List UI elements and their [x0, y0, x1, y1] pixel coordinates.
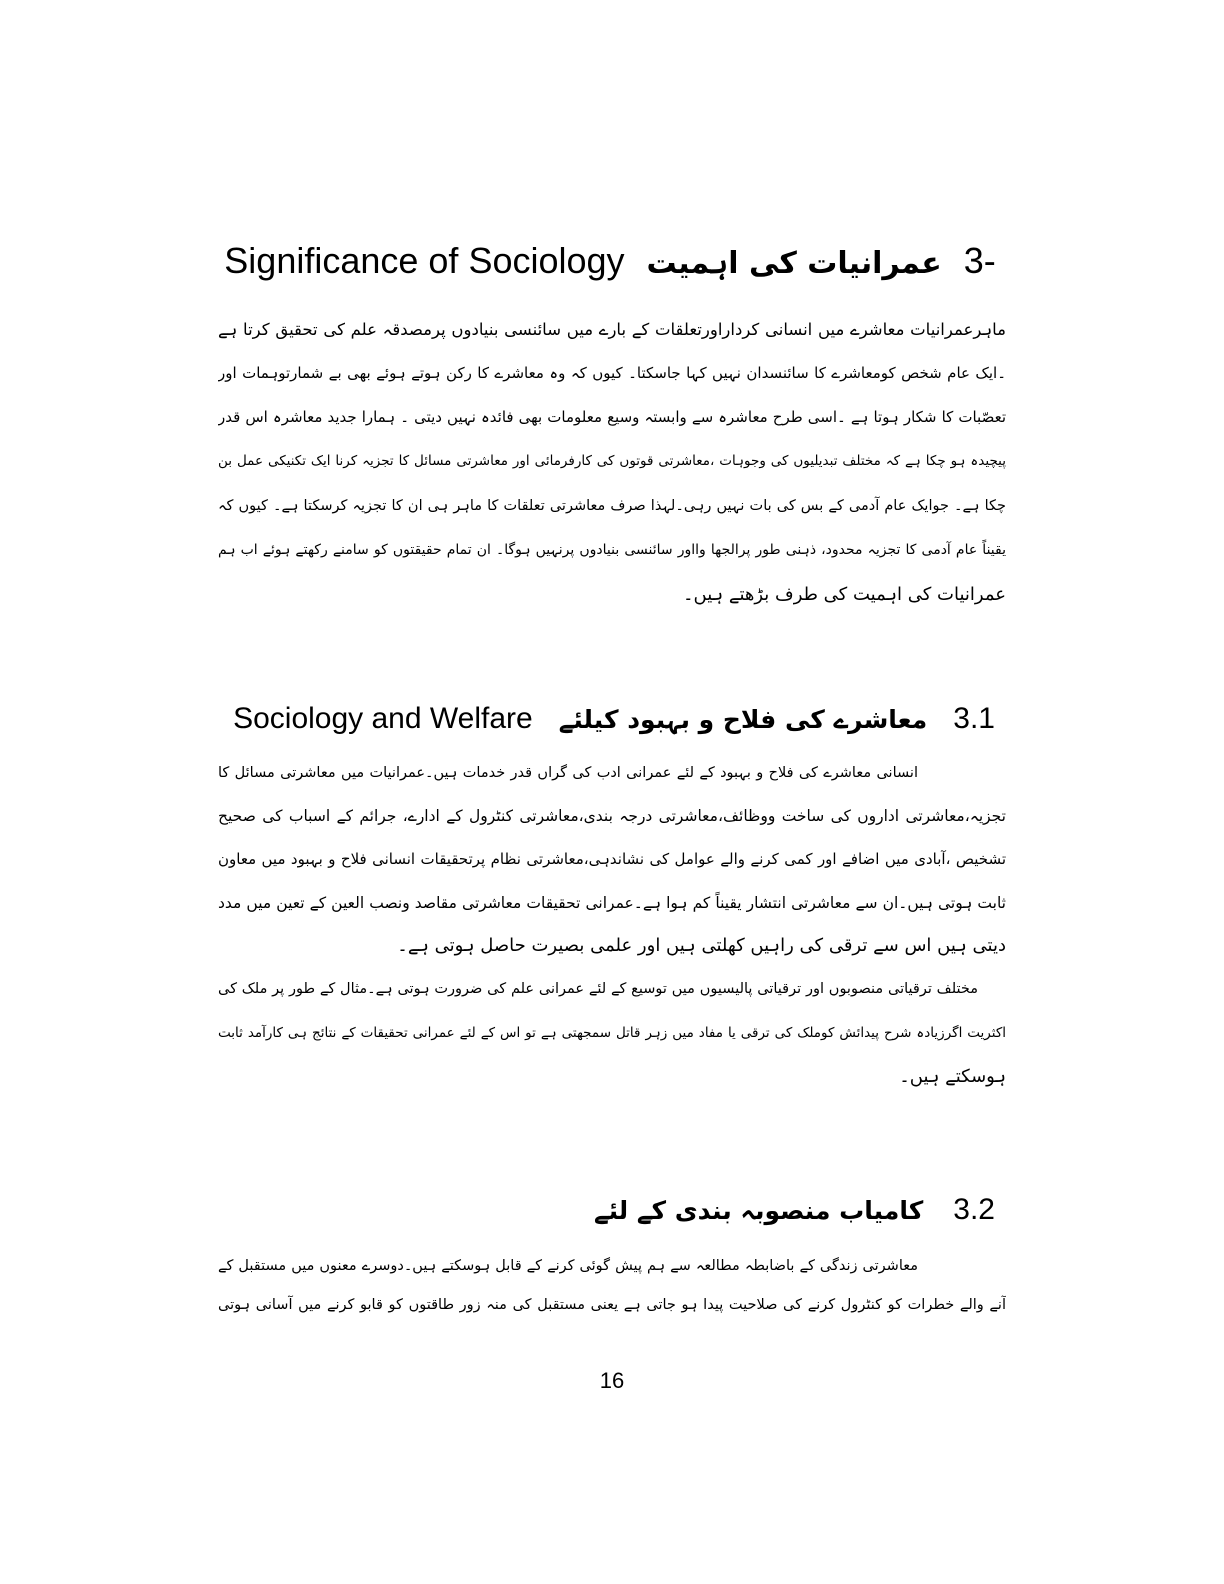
paragraph-line: دیتی ہیں اس سے ترقی کی راہیں کھلتی ہیں اور علمی بصیرت حاصل ہوتی ہے۔: [397, 935, 1006, 956]
paragraph-line: آنے والے خطرات کو کنٹرول کرنے کی صلاحیت پیدا ہو جاتی ہے یعنی مستقبل کی منہ زور طاقتوں کو قابو کرنے میں آسانی ہوتی: [218, 1297, 1006, 1313]
heading-urdu: معاشرے کی فلاح و بہبود کیلئے: [558, 705, 928, 734]
main-heading: [224, 240, 996, 282]
section-heading-3-1: [233, 702, 995, 736]
heading-number: 3.1: [953, 702, 995, 735]
heading-english: Significance of Sociology: [224, 240, 625, 281]
paragraph-line: مختلف ترقیاتی منصوبوں اور ترقیاتی پالیسیوں میں توسیع کے لئے عمرانی علم کی ضرورت ہوتی ہے۔مثال کے طور پر ملک کی: [218, 981, 978, 997]
paragraph-line: معاشرتی زندگی کے باضابطہ مطالعہ سے ہم پیش گوئی کرنے کے قابل ہوسکتے ہیں۔دوسرے معنوں میں مستقبل کے: [218, 1258, 918, 1274]
paragraph-line: انسانی معاشرے کی فلاح و بہبود کے لئے عمرانی ادب کی گراں قدر خدمات ہیں۔عمرانیات میں معاشرتی مسائل کا: [218, 765, 918, 781]
paragraph-line: تجزیہ،معاشرتی اداروں کی ساخت ووظائف،معاشرتی درجہ بندی،معاشرتی کنٹرول کے ادارے، جرائم کے اسباب کی صحیح: [218, 807, 1006, 825]
heading-english: Sociology and Welfare: [233, 702, 533, 735]
paragraph-line: ہوسکتے ہیں۔: [899, 1066, 1006, 1087]
paragraph-line: ثابت ہوتی ہیں۔ان سے معاشرتی انتشار یقیناً کم ہوا ہے۔عمرانی تحقیقات معاشرتی مقاصد ونصب العین کے تعین میں مدد: [218, 894, 1006, 912]
paragraph-line: پیچیدہ ہو چکا ہے کہ مختلف تبدیلیوں کی وجوہات ،معاشرتی قوتوں کی کارفرمائی اور معاشرتی مسائل کا تجزیہ کرنا ایک تکنیکی عمل بن: [218, 453, 1006, 469]
section-heading-3-2: [593, 1193, 995, 1227]
heading-urdu: عمرانیات کی اہمیت: [646, 246, 942, 281]
paragraph-line: عمرانیات کی اہمیت کی طرف بڑھتے ہیں۔: [682, 584, 1006, 605]
paragraph-line: تشخیص ،آبادی میں اضافے اور کمی کرنے والے عوامل کی نشاندہی،معاشرتی نظام پرتحقیقات انسانی فلاح و بہبود میں معاون: [218, 850, 1006, 868]
heading-number: 3.2: [953, 1193, 995, 1226]
heading-urdu: کامیاب منصوبہ بندی کے لئے: [593, 1196, 924, 1225]
paragraph-line: چکا ہے۔ جوایک عام آدمی کے بس کی بات نہیں رہی۔لہذا صرف معاشرتی تعلقات کا ماہر ہی ان کا تجزیہ کرسکتا ہے۔ کیوں کہ: [218, 498, 1006, 514]
paragraph-line: ماہرعمرانیات معاشرے میں انسانی کرداراورتعلقات کے بارے میں سائنسی بنیادوں پرمصدقہ علم کی تحقیق کرتا ہے: [218, 320, 1006, 339]
paragraph-line: ۔ایک عام شخص کومعاشرے کا سائنسدان نہیں کہا جاسکتا۔ کیوں کہ وہ معاشرے کا رکن ہوتے ہوئے بھی بے شمارتوہمات اور: [218, 364, 1006, 382]
heading-number: 3-: [963, 240, 996, 281]
paragraph-line: یقیناً عام آدمی کا تجزیہ محدود، ذہنی طور پرالجھا وااور سائنسی بنیادوں پرنہیں ہوگا۔ ان تمام حقیقتوں کو سامنے رکھتے ہوئے اب ہم: [218, 542, 1006, 558]
page-number: 16: [599, 1368, 625, 1393]
paragraph-line: اکثریت اگرزیادہ شرح پیدائش کوملک کی ترقی یا مفاد میں زہر قاتل سمجھتی ہے تو اس کے لئے عمرانی تحقیقات کے نتائج ہی کارآمد ثابت: [218, 1025, 1006, 1041]
paragraph-line: تعصّبات کا شکار ہوتا ہے ۔اسی طرح معاشرہ سے وابستہ وسیع معلومات بھی فائدہ نہیں دیتی ۔ ہمارا جدید معاشرہ اس قدر: [218, 408, 1006, 426]
